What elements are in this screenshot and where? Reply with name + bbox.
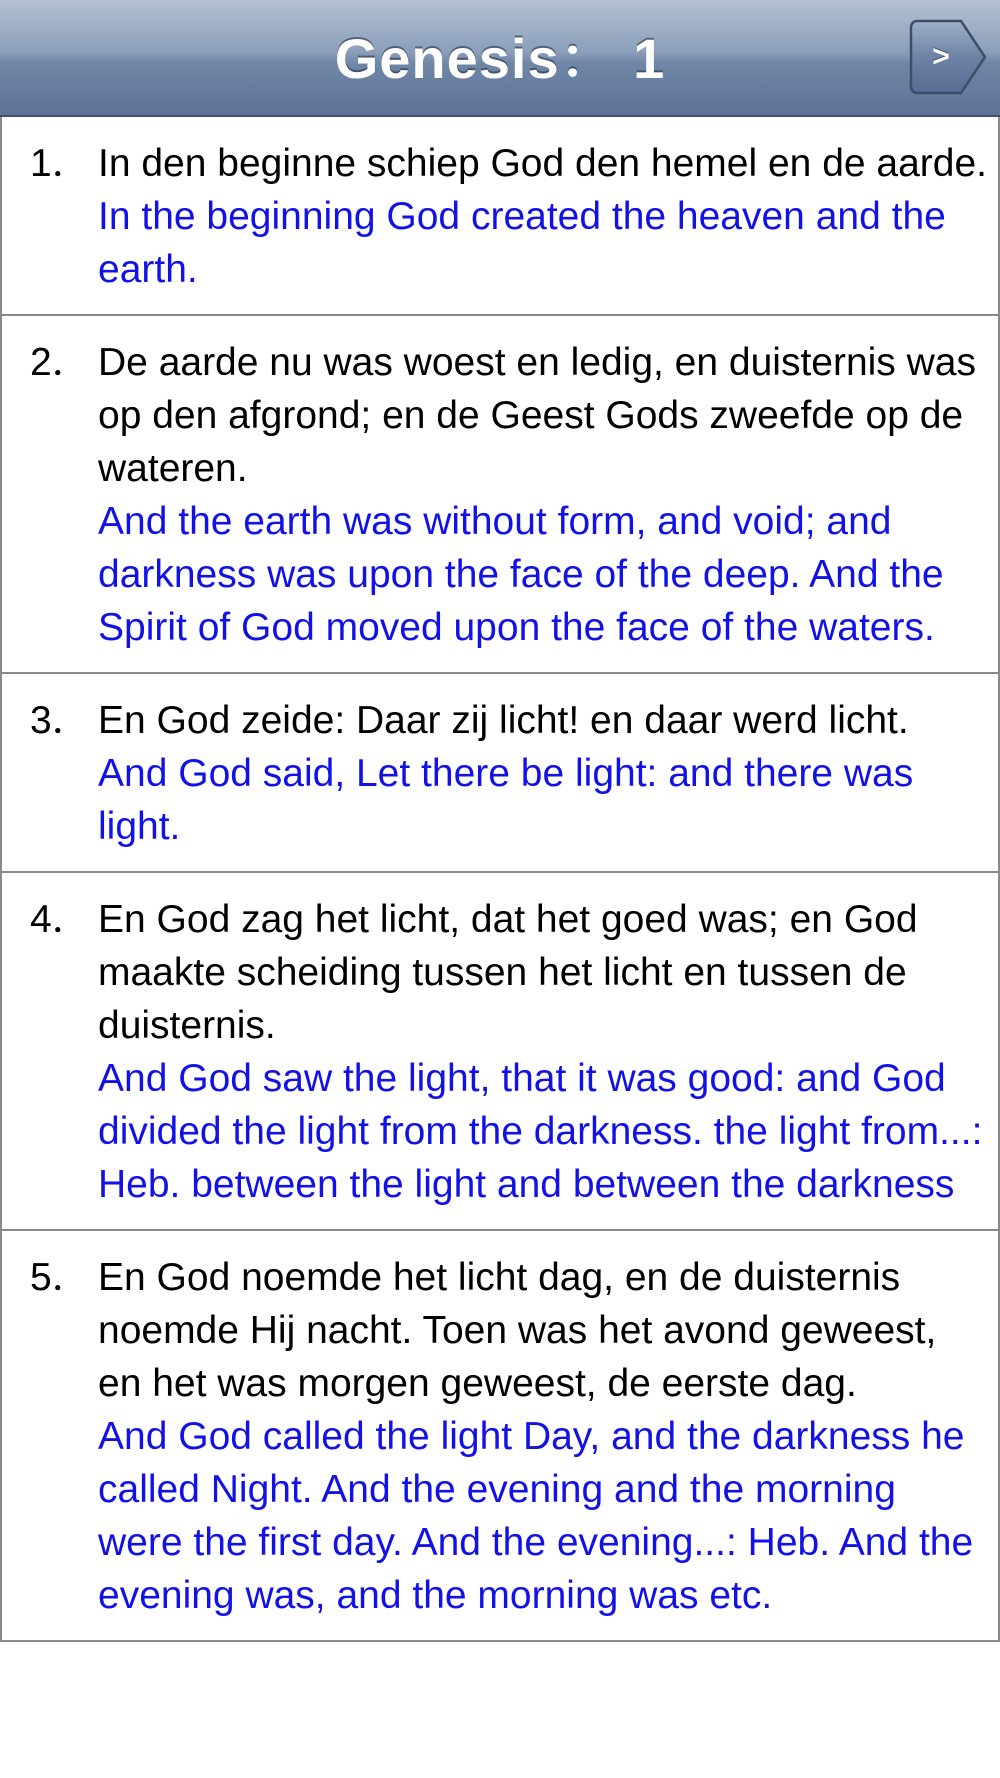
verse-list[interactable]: [0, 117, 1000, 1778]
navigation-bar: [0, 0, 1000, 117]
verse-row[interactable]: [0, 674, 1000, 873]
next-chapter-label: >: [932, 40, 950, 73]
verse-dutch-text: De aarde nu was woest en ledig, en duisternis was op den afgrond; en de Geest Gods zweefde op de wateren.: [98, 341, 976, 490]
chapter-title: Genesis： 1: [334, 27, 666, 90]
verse-english-text: And the earth was without form, and void; and darkness was upon the face of the deep. And the Spirit of God moved upon the face of the waters.: [98, 500, 944, 649]
verse-row[interactable]: [0, 316, 1000, 674]
verse-number: 1．: [30, 142, 91, 185]
verse-dutch-text: En God noemde het licht dag, en de duisternis noemde Hij nacht. Toen was het avond geweest, en het was morgen geweest, de eerste dag.: [98, 1256, 937, 1405]
verse-english-text: And God called the light Day, and the darkness he called Night. And the evening and the morning were the first day. And the evening...: Heb. And the evening was, and the morning was etc.: [98, 1415, 974, 1617]
next-chapter-button[interactable]: [909, 19, 987, 95]
verse-english-text: And God said, Let there be light: and there was light.: [98, 752, 914, 848]
verse-row[interactable]: [0, 1231, 1000, 1642]
verse-dutch-text: In den beginne schiep God den hemel en de aarde.: [98, 142, 988, 185]
verse-dutch-text: En God zeide: Daar zij licht! en daar werd licht.: [98, 699, 909, 742]
verse-english-text: And God saw the light, that it was good: and God divided the light from the darkness. the light from...: Heb. between the light and between the darkness: [98, 1057, 983, 1206]
verse-row[interactable]: [0, 873, 1000, 1231]
verse-dutch-text: En God zag het licht, dat het goed was; en God maakte scheiding tussen het licht en tussen de duisternis.: [98, 898, 918, 1047]
verse-row[interactable]: [0, 117, 1000, 316]
verse-number: 4．: [30, 898, 91, 941]
verse-number: 5．: [30, 1256, 91, 1299]
verse-number: 2．: [30, 341, 91, 384]
verse-english-text: In the beginning God created the heaven and the earth.: [98, 195, 946, 291]
verse-number: 3．: [30, 699, 91, 742]
